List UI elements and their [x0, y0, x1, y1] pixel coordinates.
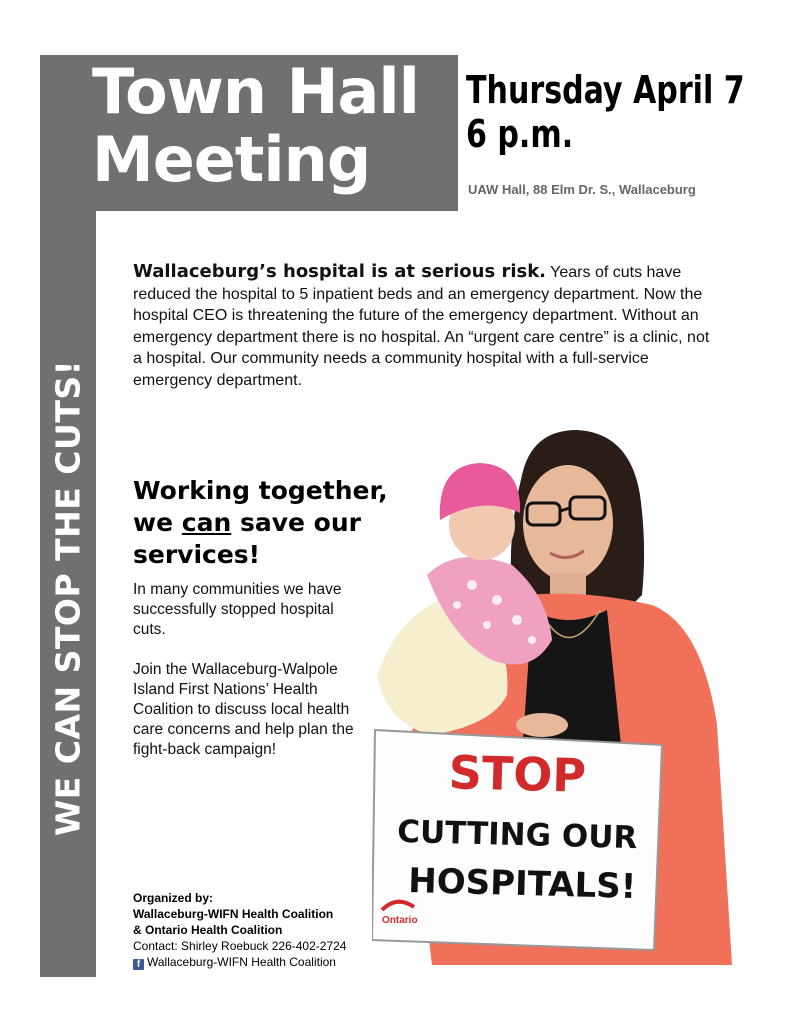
organizer-org-2: & Ontario Health Coalition [133, 923, 283, 937]
side-banner-text: WE CAN STOP THE CUTS! [48, 359, 88, 837]
organizer-label: Organized by: [133, 891, 214, 905]
body-text [133, 580, 368, 780]
protest-sign [372, 730, 662, 950]
intro-text: Years of cuts have reduced the hospital to 5 inpatient beds and an emergency department. Now the hospital CEO is threatening the future of the emergency department. Without an emergency department there is no hospital. An “urgent care centre” is a clinic, not a hospital. Our community needs a community hospital with a full-service emergency department. [133, 264, 710, 389]
headline-line-3: services! [133, 540, 261, 569]
event-location: UAW Hall, 88 Elm Dr. S., Wallaceburg [468, 182, 696, 197]
title-line-2: Meeting [92, 123, 371, 196]
facebook-icon: f [133, 959, 144, 970]
organizer-contact: Contact: Shirley Roebuck 226-402-2724 [133, 939, 347, 953]
headline-line-2 [133, 507, 403, 539]
sign-line-1: STOP [448, 745, 587, 803]
title-line-1: Town Hall [92, 55, 419, 128]
body-paragraph-2: Join the Wallaceburg-Walpole Island First Nations’ Health Coalition to discuss local health care concerns and help plan the fight-back campaign! [133, 661, 354, 758]
sign-line-2: CUTTING OUR [396, 813, 638, 857]
headline-emphasis: can [181, 508, 232, 537]
page-title [92, 55, 452, 196]
headline-pre: we [133, 508, 182, 537]
body-paragraph-1: In many communities we have successfully stopped hospital cuts. [133, 581, 342, 638]
sign-logo: Ontario [382, 915, 418, 926]
headline-line-1: Working together, [133, 476, 388, 505]
organizer-block [133, 890, 346, 970]
event-date: Thursday April 7 [466, 68, 745, 112]
section-headline [133, 475, 403, 571]
organizer-org-1: Wallaceburg-WIFN Health Coalition [133, 907, 334, 921]
intro-paragraph [133, 261, 718, 391]
headline-post: save our [231, 508, 361, 537]
event-datetime [466, 68, 745, 156]
event-time: 6 p.m. [466, 112, 574, 156]
organizer-facebook[interactable] [133, 954, 346, 970]
protest-photo [372, 425, 740, 965]
intro-lead: Wallaceburg’s hospital is at serious risk. [133, 261, 547, 282]
sign-line-3: HOSPITALS! [407, 861, 637, 907]
facebook-page: Wallaceburg-WIFN Health Coalition [147, 955, 336, 969]
woman-face [523, 465, 613, 581]
